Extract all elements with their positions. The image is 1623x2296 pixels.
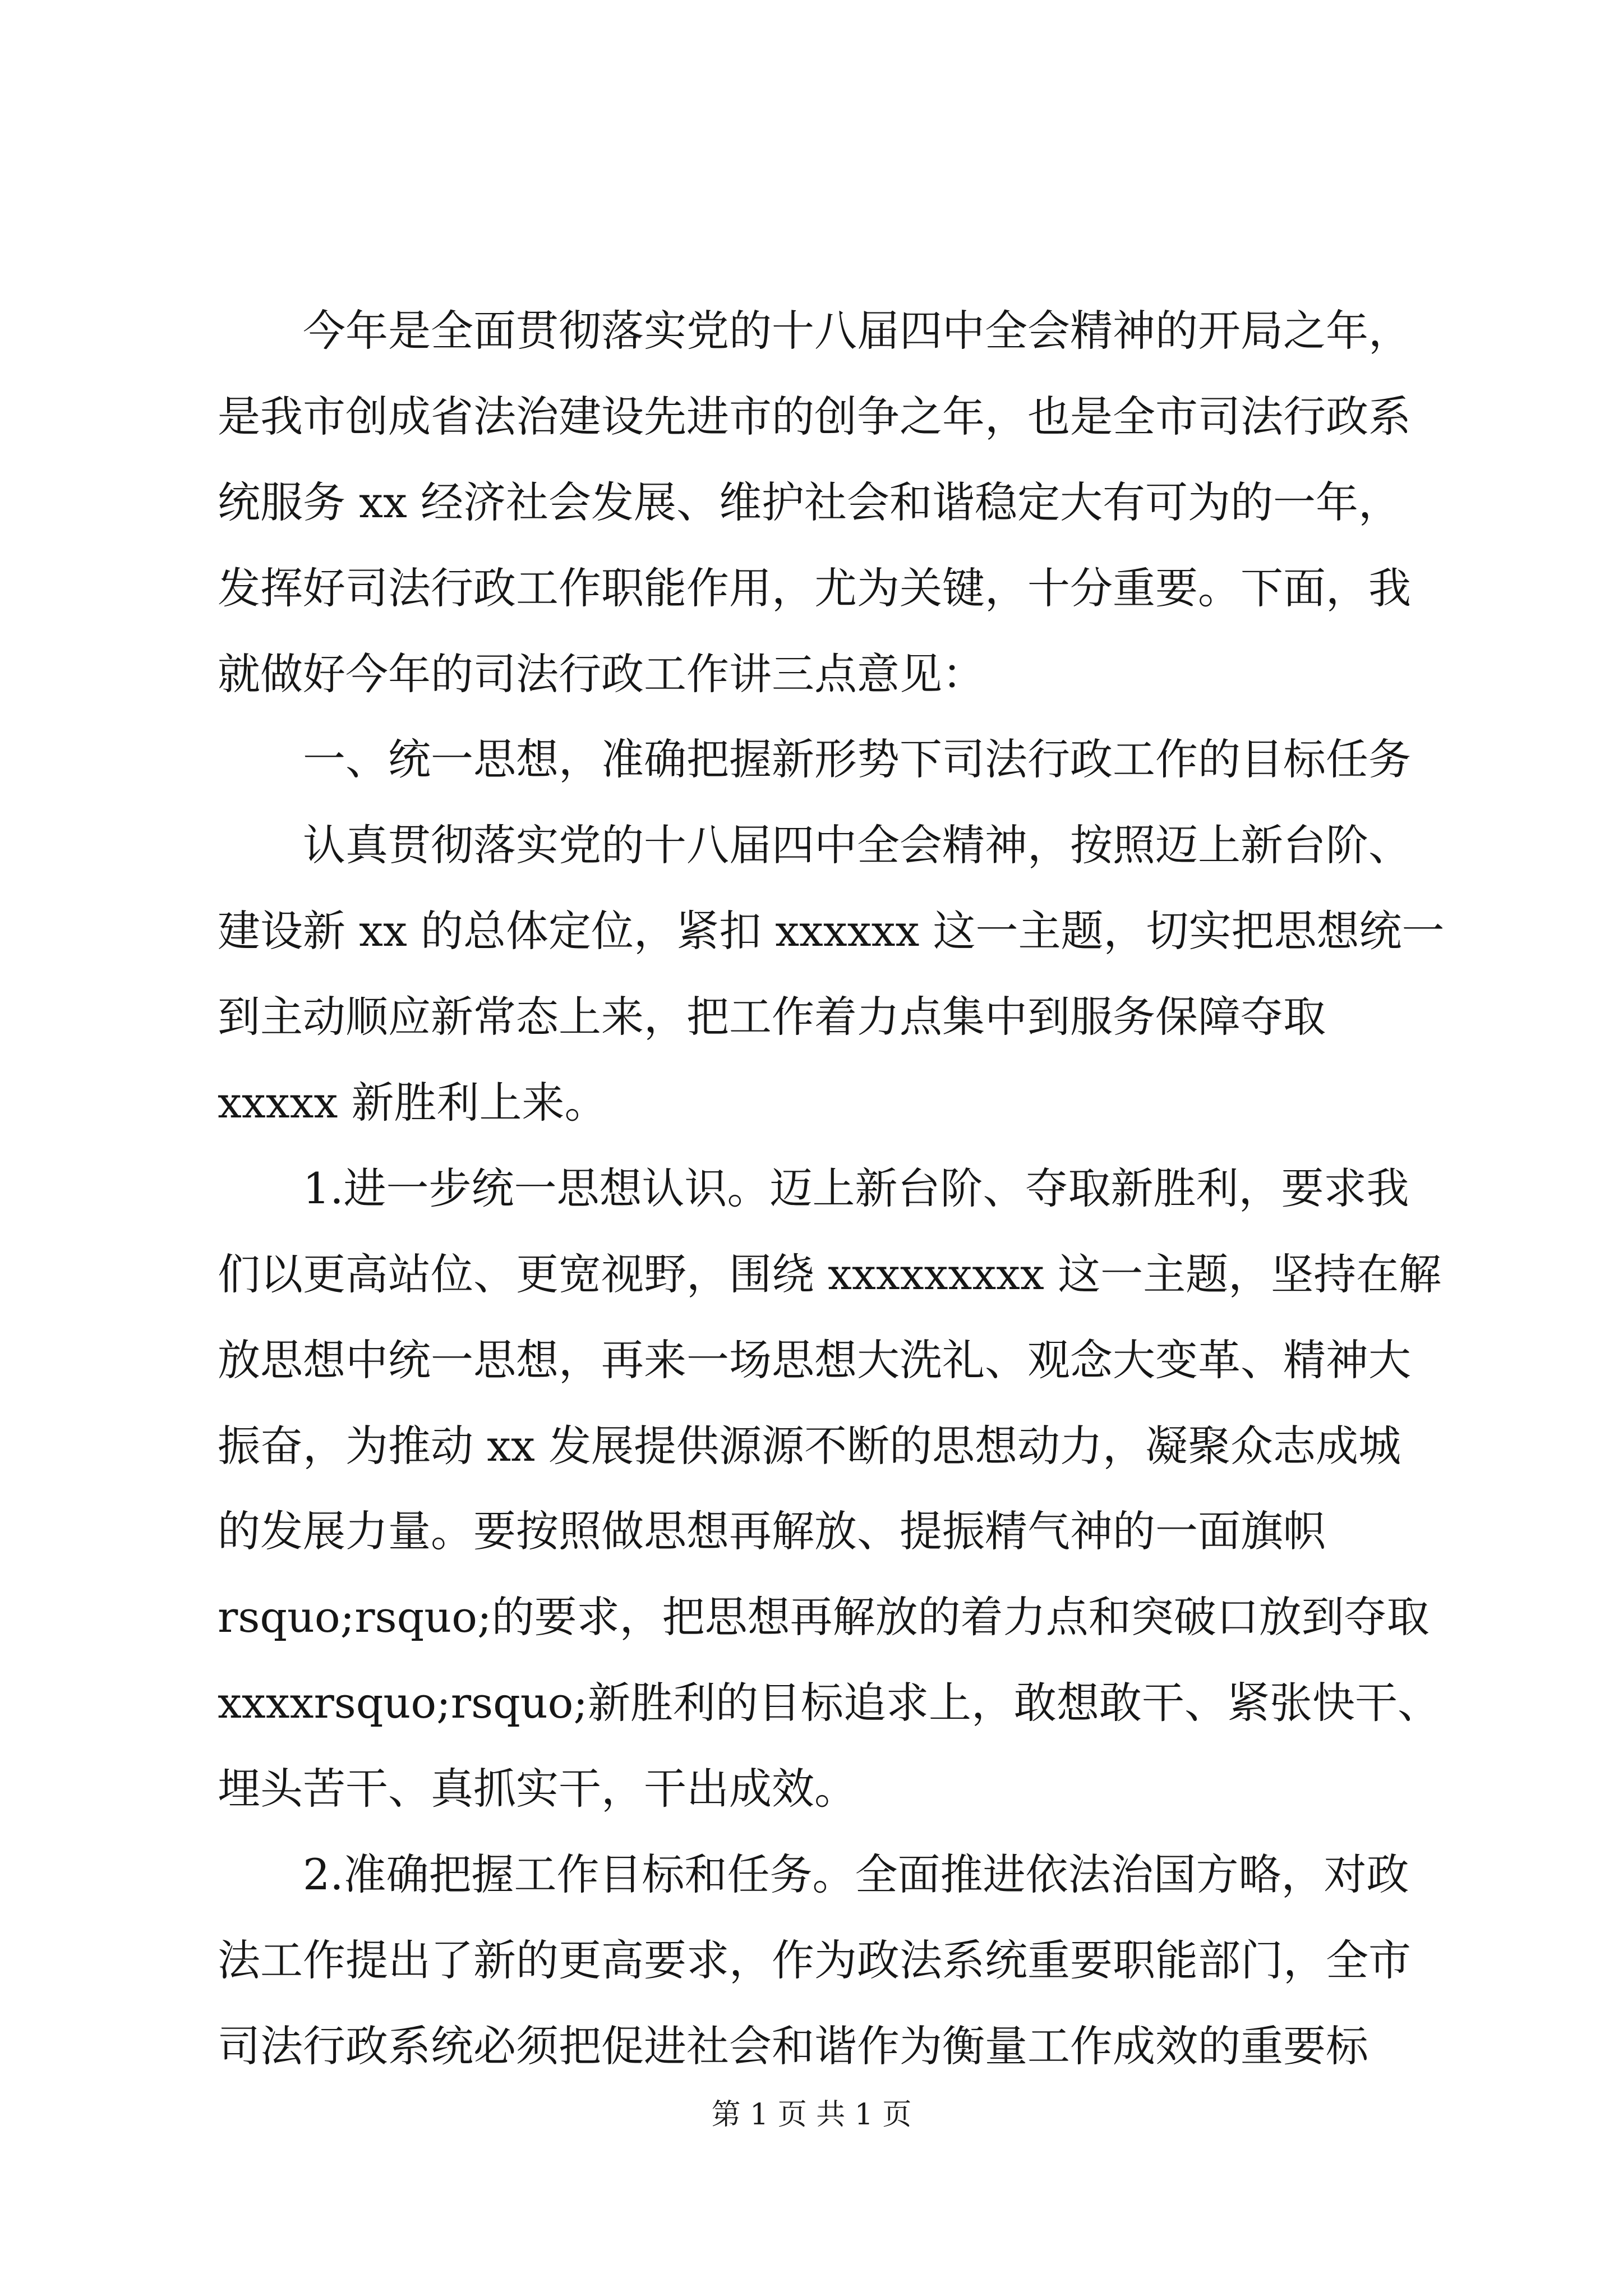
text-line: 是我市创成省法治建设先进市的创争之年，也是全市司法行政系 (218, 392, 1411, 441)
text-line: rsquo;rsquo;的要求，把思想再解放的着力点和突破口放到夺取 (218, 1592, 1430, 1642)
text-line: 振奋，为推动 xx 发展提供源源不断的思想动力，凝聚众志成城 (218, 1421, 1401, 1471)
text-line: 就做好今年的司法行政工作讲三点意见： (218, 649, 985, 699)
text-line: 们以更高站位、更宽视野，围绕 xxxxxxxxx 这一主题，坚持在解 (218, 1249, 1442, 1299)
text-line: 放思想中统一思想，再来一场思想大洗礼、观念大变革、精神大 (218, 1335, 1411, 1385)
text-line: 2.准确把握工作目标和任务。全面推进依法治国方略，对政 (303, 1849, 1409, 1899)
text-line: 建设新 xx 的总体定位，紧扣 xxxxxx 这一主题，切实把思想统一 (218, 906, 1445, 956)
text-line: 发挥好司法行政工作职能作用，尤为关键，十分重要。下面，我 (218, 563, 1411, 613)
text-line: 今年是全面贯彻落实党的十八届四中全会精神的开局之年， (303, 306, 1411, 356)
text-line: 1.进一步统一思想认识。迈上新台阶、夺取新胜利，要求我 (303, 1163, 1409, 1213)
text-line: 埋头苦干、真抓实干，干出成效。 (218, 1764, 857, 1814)
text-line: 到主动顺应新常态上来，把工作着力点集中到服务保障夺取 (218, 992, 1326, 1042)
section-heading: 一、统一思想，准确把握新形势下司法行政工作的目标任务 (303, 734, 1411, 784)
text-line: 认真贯彻落实党的十八届四中全会精神，按照迈上新台阶、 (303, 820, 1411, 870)
text-line: 统服务 xx 经济社会发展、维护社会和谐稳定大有可为的一年， (218, 477, 1401, 527)
text-line: 的发展力量。要按照做思想再解放、提振精气神的一面旗帜 (218, 1506, 1326, 1556)
text-line: xxxxrsquo;rsquo;新胜利的目标追求上，敢想敢干、紧张快干、 (218, 1678, 1441, 1728)
text-line: xxxxx 新胜利上来。 (218, 1078, 607, 1128)
page-footer: 第 1 页 共 1 页 (711, 2098, 912, 2132)
text-line: 司法行政系统必须把促进社会和谐作为衡量工作成效的重要标 (218, 2021, 1368, 2071)
text-line: 法工作提出了新的更高要求，作为政法系统重要职能部门，全市 (218, 1935, 1411, 1985)
